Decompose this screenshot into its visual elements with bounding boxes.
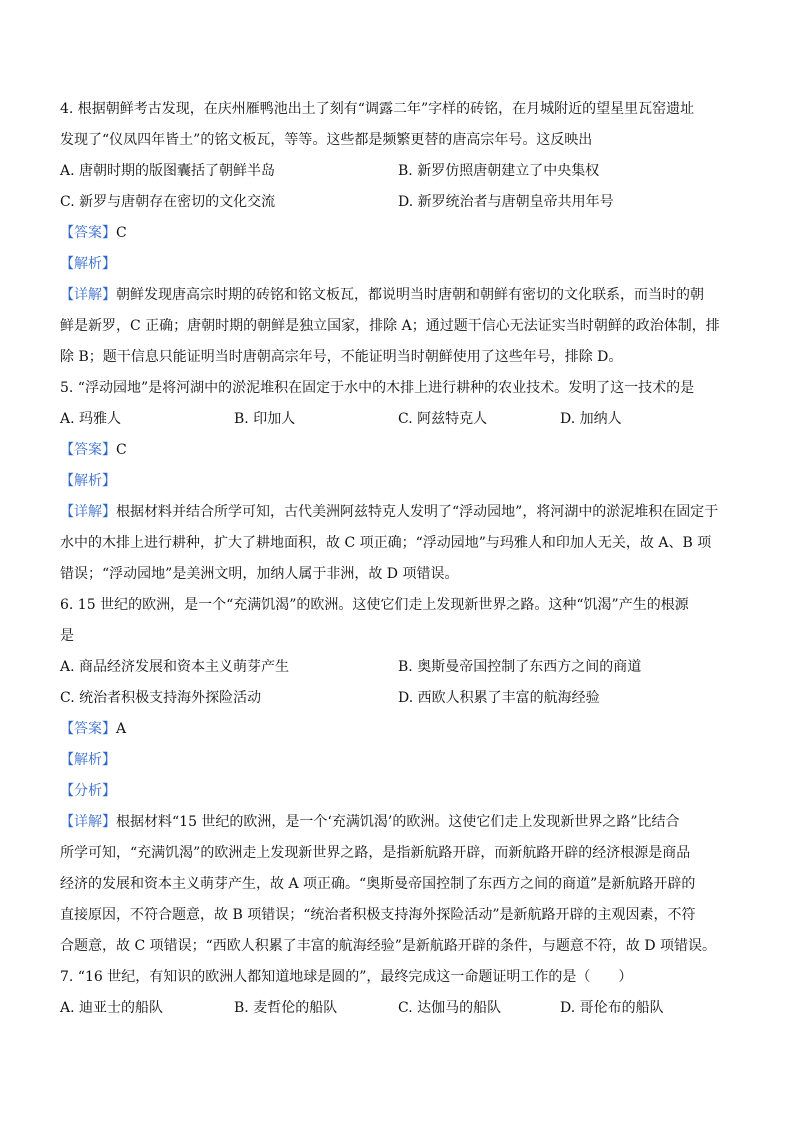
q6-option-b: B. 奥斯曼帝国控制了东西方之间的商道: [398, 659, 642, 675]
q6-answer: [60, 720, 126, 738]
answer-tag: 【答案】: [60, 225, 116, 241]
q7-stem-line1: 7. “16 世纪，有知识的欧洲人都知道地球是圆的”，最终完成这一命题证明工作的是（ ）: [60, 969, 633, 985]
analysis-tag: 【解析】: [60, 256, 116, 272]
q6-detail-line2: 所学可知，“充满饥渴”的欧洲走上发现新世界之路，是指新航路开辟，而新航路开辟的经济根源是商品: [60, 845, 691, 861]
q7-option-a: A. 迪亚士的船队: [60, 1000, 164, 1016]
detail-tag: 【详解】: [60, 814, 116, 830]
q4-answer: [60, 224, 127, 242]
q4-option-c: C. 新罗与唐朝存在密切的文化交流: [60, 194, 276, 210]
q6-stem-line2: 是: [60, 628, 74, 644]
answer-tag: 【答案】: [60, 721, 116, 737]
q5-stem-line1: 5. “浮动园地”是将河湖中的淤泥堆积在固定于水中的木排上进行耕种的农业技术。发明了这一技术的是: [60, 380, 695, 396]
q6-detail-line1: [60, 813, 679, 831]
q6-option-d: D. 西欧人积累了丰富的航海经验: [398, 690, 600, 706]
q4-option-a: A. 唐朝时期的版图囊括了朝鲜半岛: [60, 163, 276, 179]
q7-option-d: D. 哥伦布的船队: [560, 1000, 664, 1016]
q6-analysis: [60, 751, 116, 769]
analysis-tag: 【解析】: [60, 752, 116, 768]
q4-detail-line1: [60, 286, 704, 304]
q4-stem-line2: 发现了“仪凤四年皆土”的铭文板瓦，等等。这些都是频繁更替的唐高宗年号。这反映出: [60, 132, 593, 148]
q5-option-c: C. 阿兹特克人: [398, 411, 488, 427]
answer-value: C: [116, 225, 127, 241]
answer-value: A: [116, 721, 127, 737]
q6-option-c: C. 统治者积极支持海外探险活动: [60, 690, 262, 706]
q5-answer: [60, 441, 127, 459]
detail-text: 根据材料并结合所学可知，古代美洲阿兹特克人发明了“浮动园地”，将河湖中的淤泥堆积在固定于: [116, 504, 719, 520]
q4-detail-line2: 鲜是新罗，C 正确；唐朝时期的朝鲜是独立国家，排除 A；通过题干信心无法证实当时朝鲜的政治体制，排: [60, 318, 720, 334]
analysis-tag: 【解析】: [60, 473, 116, 489]
q6-stem-line1: 6. 15 世纪的欧洲，是一个“充满饥渴”的欧洲。这使它们走上发现新世界之路。这种“饥渴”产生的根源: [60, 597, 689, 613]
q4-option-d: D. 新罗统治者与唐朝皇帝共用年号: [398, 194, 614, 210]
detail-text: 朝鲜发现唐高宗时期的砖铭和铭文板瓦，都说明当时唐朝和朝鲜有密切的文化联系，而当时的朝: [116, 287, 704, 303]
q6-detail-line5: 合题意，故 C 项错误；“西欧人积累了丰富的航海经验”是新航路开辟的条件，与题意不符，故 D 项错误。: [60, 938, 717, 954]
q5-option-a: A. 玛雅人: [60, 411, 122, 427]
answer-value: C: [116, 442, 127, 458]
q4-stem-line1: 4. 根据朝鲜考古发现，在庆州雁鸭池出土了刻有“调露二年”字样的砖铭，在月城附近的望星里瓦窑遗址: [60, 101, 695, 117]
q4-analysis: [60, 255, 116, 273]
fenxi-tag: 【分析】: [60, 783, 116, 799]
q6-detail-line3: 经济的发展和资本主义萌芽产生，故 A 项正确。“奥斯曼帝国控制了东西方之间的商道”是新航路开辟的: [60, 876, 696, 892]
q7-option-b: B. 麦哲伦的船队: [234, 1000, 338, 1016]
q6-fenxi: [60, 782, 116, 800]
answer-tag: 【答案】: [60, 442, 116, 458]
q5-analysis: [60, 472, 116, 490]
detail-text: 根据材料“15 世纪的欧洲，是一个‘充满饥渴’的欧洲。这使它们走上发现新世界之路”比结合: [116, 814, 680, 830]
q5-detail-line2: 水中的木排上进行耕种，扩大了耕地面积，故 C 项正确；“浮动园地”与玛雅人和印加人无关，故 A、B 项: [60, 535, 712, 551]
detail-tag: 【详解】: [60, 504, 116, 520]
q4-detail-line3: 除 B；题干信息只能证明当时唐朝高宗年号，不能证明当时朝鲜使用了这些年号，排除 D。: [60, 349, 623, 365]
q7-option-c: C. 达伽马的船队: [398, 1000, 502, 1016]
q5-detail-line3: 错误；“浮动园地”是美洲文明，加纳人属于非洲，故 D 项错误。: [60, 566, 459, 582]
detail-tag: 【详解】: [60, 287, 116, 303]
q5-option-d: D. 加纳人: [560, 411, 622, 427]
q6-detail-line4: 直接原因，不符合题意，故 B 项错误；“统治者积极支持海外探险活动”是新航路开辟的主观因素，不符: [60, 907, 696, 923]
q5-option-b: B. 印加人: [234, 411, 296, 427]
q6-option-a: A. 商品经济发展和资本主义萌芽产生: [60, 659, 290, 675]
q5-detail-line1: [60, 503, 718, 521]
q4-option-b: B. 新罗仿照唐朝建立了中央集权: [398, 163, 600, 179]
